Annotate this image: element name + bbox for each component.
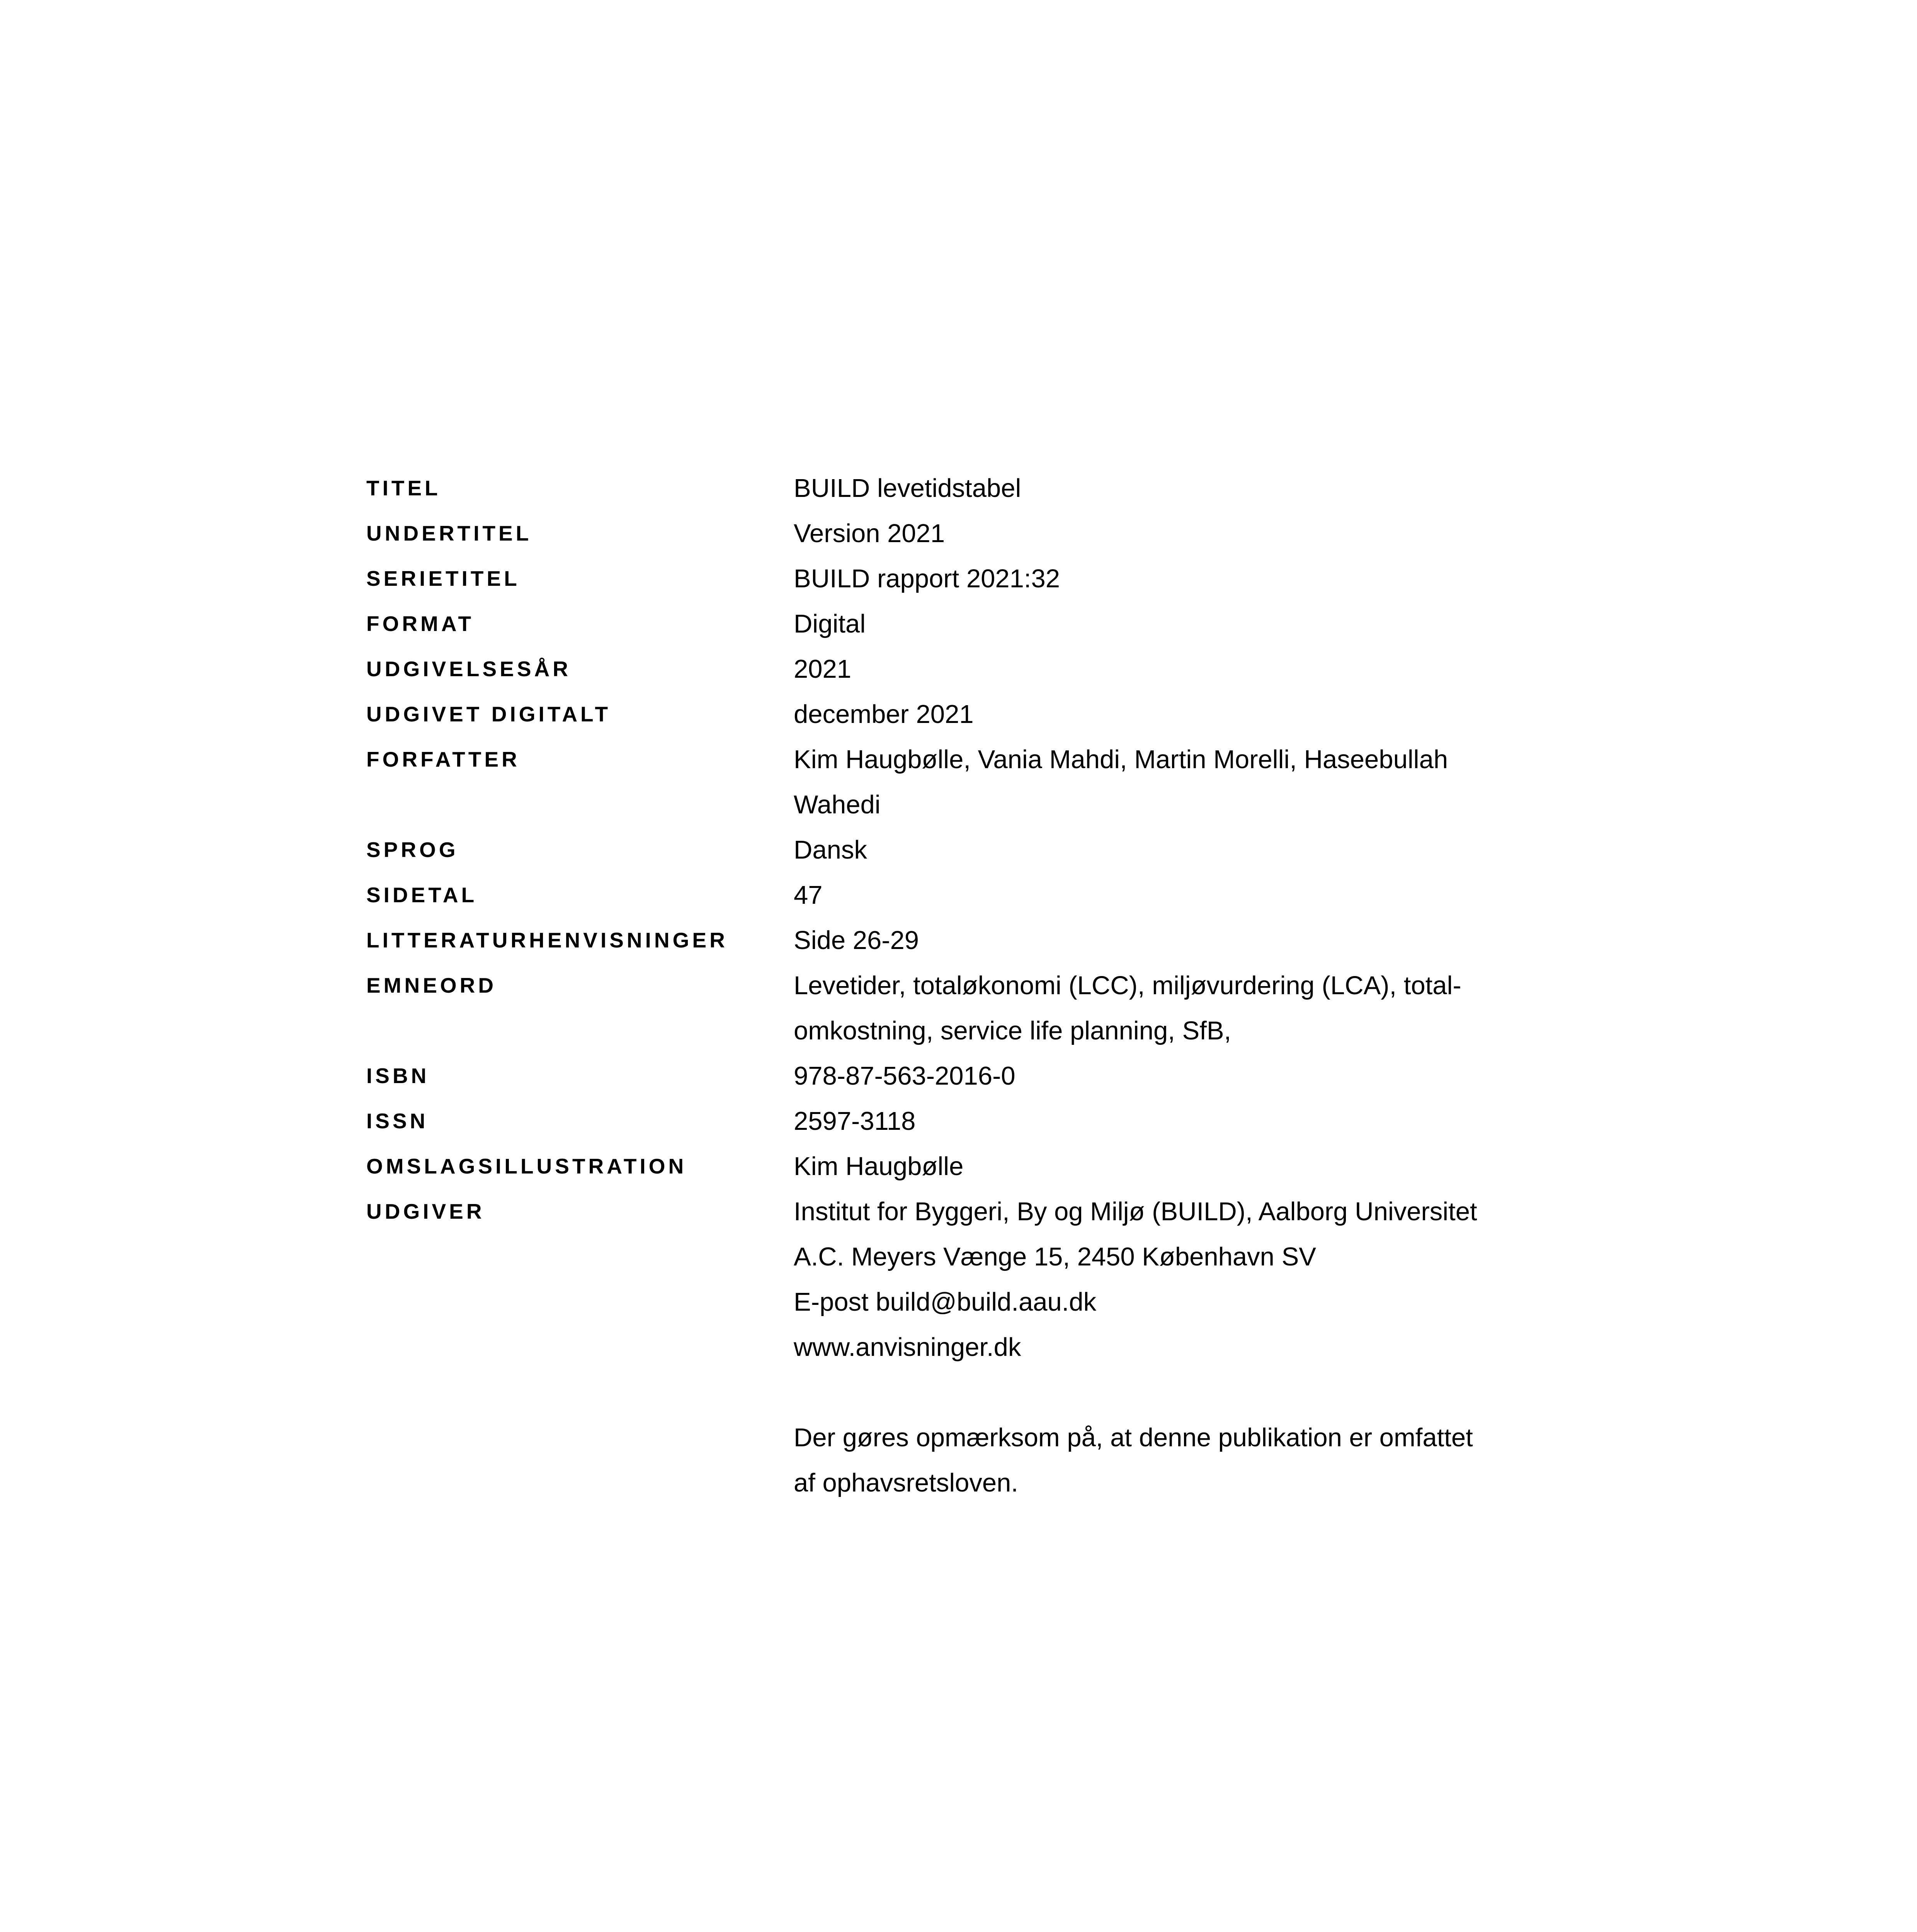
value-format: Digital <box>794 609 866 638</box>
value-udgivet-digitalt: december 2021 <box>794 700 974 729</box>
copyright-notice-line: af ophavsretsloven. <box>794 1468 1019 1497</box>
row-emneord <box>366 963 1564 1053</box>
label-titel: TITEL <box>366 476 441 500</box>
label-isbn: ISBN <box>366 1064 430 1088</box>
spacer <box>794 1370 1564 1415</box>
row-format <box>366 601 1564 646</box>
row-forfatter <box>366 737 1564 827</box>
row-undertitel <box>366 511 1564 556</box>
udgiver-line: A.C. Meyers Vænge 15, 2450 København SV <box>794 1242 1316 1271</box>
value-udgiver <box>794 1189 1564 1505</box>
row-isbn <box>366 1053 1564 1099</box>
label-sprog: SPROG <box>366 838 459 862</box>
value-omslagsillustration: Kim Haugbølle <box>794 1152 964 1181</box>
value-emneord <box>794 963 1564 1053</box>
value-udgivelsesaar: 2021 <box>794 655 852 684</box>
forfatter-line: Kim Haugbølle, Vania Mahdi, Martin Morelli, Haseebullah <box>794 745 1448 774</box>
value-undertitel: Version 2021 <box>794 519 945 548</box>
row-sidetal <box>366 872 1564 918</box>
label-sidetal: SIDETAL <box>366 883 478 907</box>
row-litteraturhenvisninger <box>366 918 1564 963</box>
udgiver-website: www.anvisninger.dk <box>794 1333 1021 1362</box>
row-omslagsillustration <box>366 1144 1564 1189</box>
label-emneord: EMNEORD <box>366 973 497 997</box>
label-udgivet-digitalt: UDGIVET DIGITALT <box>366 702 611 726</box>
label-litteraturhenvisninger: LITTERATURHENVISNINGER <box>366 928 728 952</box>
label-forfatter: FORFATTER <box>366 747 520 771</box>
row-titel <box>366 466 1564 511</box>
value-issn: 2597-3118 <box>794 1107 916 1136</box>
row-udgivelsesaar <box>366 646 1564 692</box>
label-udgivelsesaar: UDGIVELSESÅR <box>366 657 571 681</box>
value-sidetal: 47 <box>794 881 823 910</box>
value-titel: BUILD levetidstabel <box>794 474 1021 503</box>
forfatter-line: Wahedi <box>794 790 881 819</box>
emneord-line: omkostning, service life planning, SfB, <box>794 1016 1232 1045</box>
value-isbn: 978-87-563-2016-0 <box>794 1061 1015 1090</box>
label-format: FORMAT <box>366 612 475 636</box>
label-undertitel: UNDERTITEL <box>366 521 532 545</box>
label-issn: ISSN <box>366 1109 429 1133</box>
value-sprog: Dansk <box>794 835 867 864</box>
colophon-table <box>366 466 1564 1505</box>
row-udgivet-digitalt <box>366 692 1564 737</box>
udgiver-email: E-post build@build.aau.dk <box>794 1287 1097 1316</box>
label-udgiver: UDGIVER <box>366 1199 485 1223</box>
emneord-line: Levetider, totaløkonomi (LCC), miljøvurdering (LCA), total- <box>794 971 1461 1000</box>
row-sprog <box>366 827 1564 872</box>
row-issn <box>366 1099 1564 1144</box>
row-udgiver <box>366 1189 1564 1505</box>
value-serietitel: BUILD rapport 2021:32 <box>794 564 1060 593</box>
udgiver-line: Institut for Byggeri, By og Miljø (BUILD), Aalborg Universitet <box>794 1197 1477 1226</box>
copyright-notice-line: Der gøres opmærksom på, at denne publikation er omfattet <box>794 1423 1473 1452</box>
row-serietitel <box>366 556 1564 601</box>
label-omslagsillustration: OMSLAGSILLUSTRATION <box>366 1154 687 1178</box>
value-litteraturhenvisninger: Side 26-29 <box>794 926 919 955</box>
label-serietitel: SERIETITEL <box>366 566 520 590</box>
value-forfatter <box>794 737 1564 827</box>
